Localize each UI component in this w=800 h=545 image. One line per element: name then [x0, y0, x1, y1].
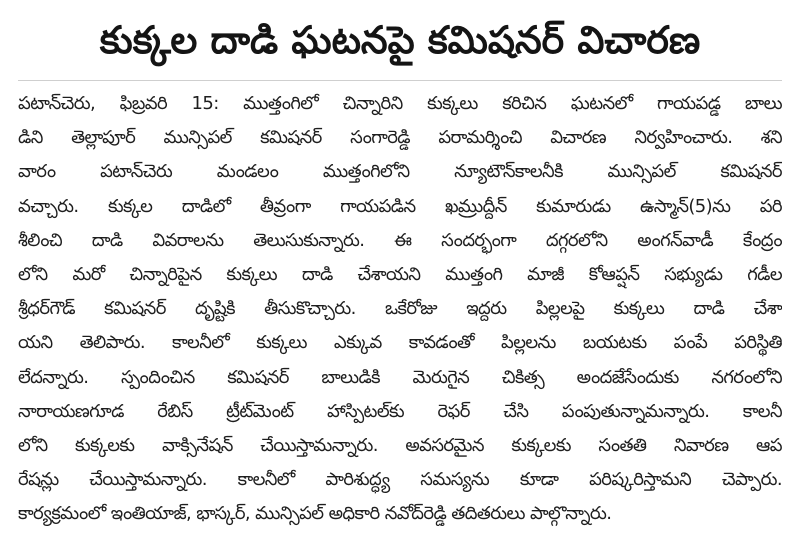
body-line-1: పటాన్‌చెరు, ఫిబ్రవరి 15: ముత్తంగిలో చిన్నారిని కుక్కలు కరిచిన ఘటనలో గాయపడ్డ బాలు [18, 93, 782, 114]
body-line-7: శ్రీధర్‌గౌడ్ కమిషనర్ దృష్టికి తీసుకొచ్చారు. ఒకేరోజు ఇద్దరు పిల్లలపై కుక్కలు దాడి చేశా [18, 298, 782, 320]
body-line-12: రేషన్లు చేయిస్తామన్నారు. కాలనీలో పారిశుద్ధ్య సమస్యను కూడా పరిష్కరిస్తామని చెప్పారు. [18, 469, 782, 491]
body-line-11: లోని కుక్కలకు వాక్సినేషన్ చేయిస్తామన్నారు. అవసరమైన కుక్కలకు సంతతి నివారణ ఆప [18, 434, 782, 456]
body-line-8: యని తెలిపారు. కాలనీలో కుక్కలు ఎక్కువ కావడంతో పిల్లలను బయటకు పంపే పరిస్థితి [18, 332, 782, 354]
body-line-3: వారం పటాన్‌చెరు మండలం ముత్తంగిలోని న్యూటౌన్‌కాలనీకి మున్సిపల్ కమిషనర్ [18, 161, 782, 183]
body-line-2: డిని తెల్లాపూర్ మున్సిపల్ కమిషనర్ సంగారెడ్డి పరామర్శించి విచారణ నిర్వహించారు. శని [18, 127, 782, 149]
body-line-5: శీలించి దాడి వివరాలను తెలుసుకున్నారు. ఈ సందర్భంగా దగ్గరలోని అంగన్‌వాడీ కేంద్రం [18, 229, 782, 251]
headline: కుక్కల దాడి ఘటనపై కమిషనర్ విచారణ [99, 18, 701, 62]
body-line-4: వచ్చారు. కుక్కల దాడిలో తీవ్రంగా గాయపడిన ఖమ్రుద్దీన్ కుమారుడు ఉస్మాన్(5)ను పరి [18, 195, 782, 217]
body-line-13: కార్యక్రమంలో ఇంతియాజ్, భాస్కర్, మున్సిపల్ అధికారి నవోద్‌రెడ్డి తదితరులు పాల్గొన్నారు. [18, 503, 612, 525]
article-body [18, 87, 782, 531]
body-line-6: లోని మరో చిన్నారిపైన కుక్కలు దాడి చేశాయని ముత్తంగి మాజీ కోఆప్షన్ సభ్యుడు గడీల [18, 263, 782, 285]
headline-divider [18, 80, 782, 81]
body-line-9: లేదన్నారు. స్పందించిన కమిషనర్ బాలుడికి మెరుగైన చికిత్స అందజేసేందుకు నగరంలోని [18, 366, 782, 388]
body-line-10: నారాయణగూడ రేబిస్ ట్రీట్‌మెంట్ హాస్పిటల్‌కు రెఫర్ చేసి పంపుతున్నామన్నారు. కాలనీ [18, 400, 782, 422]
